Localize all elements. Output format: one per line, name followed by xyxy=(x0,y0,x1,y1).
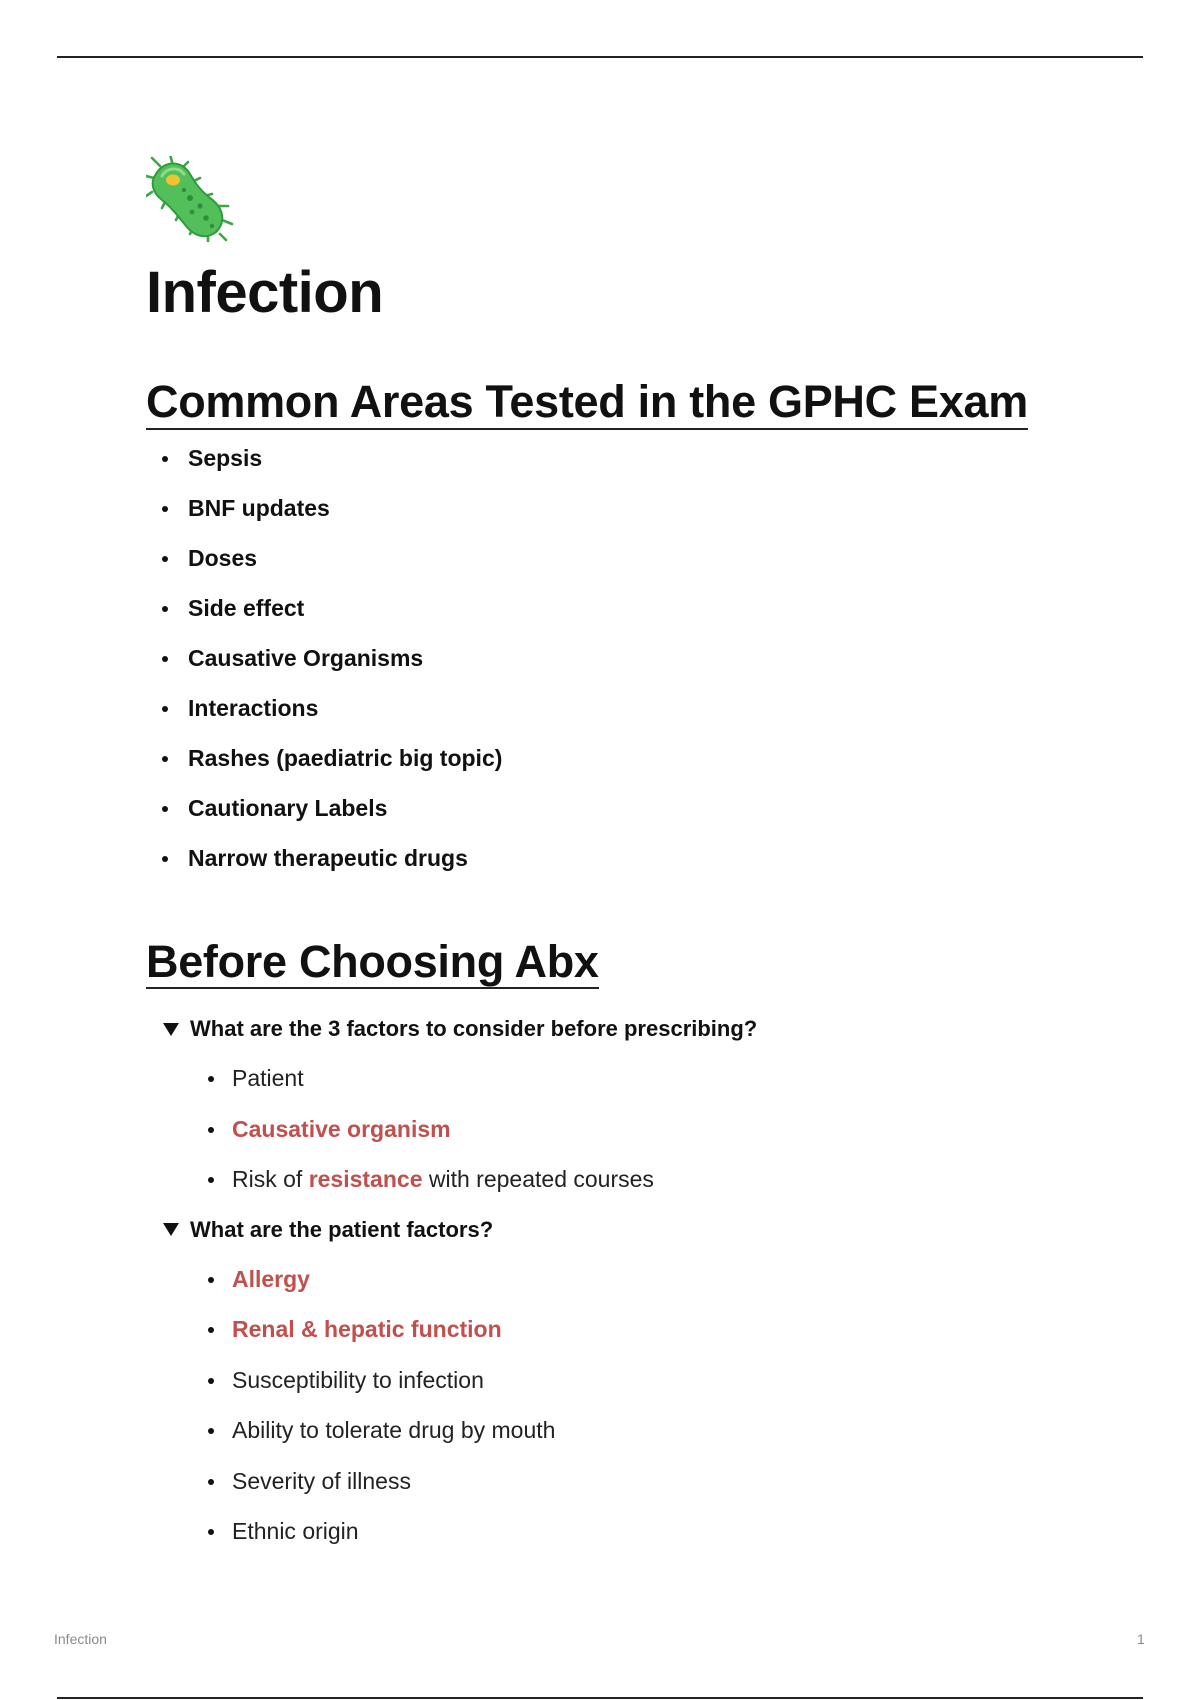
footer-page-number: 1 xyxy=(1137,1631,1145,1647)
list-item-highlighted: Allergy xyxy=(146,1265,1106,1293)
list-item: Doses xyxy=(146,544,1106,572)
section-heading-before-choosing-abx: Before Choosing Abx xyxy=(146,937,599,990)
common-areas-list xyxy=(146,444,1106,872)
footer-label: Infection xyxy=(54,1631,107,1647)
microbe-icon xyxy=(146,156,236,242)
list-item: Causative Organisms xyxy=(146,644,1106,672)
list-item: Ability to tolerate drug by mouth xyxy=(146,1416,1106,1444)
list-item: Rashes (paediatric big topic) xyxy=(146,744,1106,772)
list-item: Interactions xyxy=(146,694,1106,722)
list-item-text: Risk of xyxy=(232,1166,309,1192)
toggle-content-list xyxy=(146,1265,1106,1546)
list-item: Patient xyxy=(146,1064,1106,1092)
list-item: Ethnic origin xyxy=(146,1517,1106,1545)
toggle-three-factors[interactable] xyxy=(146,1015,1106,1193)
list-item xyxy=(146,1165,1106,1193)
list-item: Sepsis xyxy=(146,444,1106,472)
highlight-text: resistance xyxy=(308,1166,423,1192)
toggle-header[interactable] xyxy=(146,1015,1106,1043)
section-heading-common-areas: Common Areas Tested in the GPHC Exam xyxy=(146,377,1028,430)
page-title: Infection xyxy=(146,260,384,325)
list-item: Narrow therapeutic drugs xyxy=(146,844,1106,872)
list-item: Susceptibility to infection xyxy=(146,1366,1106,1394)
list-item-text: with repeated courses xyxy=(422,1166,654,1192)
toggle-patient-factors[interactable] xyxy=(146,1216,1106,1546)
toggle-content-list xyxy=(146,1064,1106,1193)
toggle-question: What are the 3 factors to consider before prescribing? xyxy=(190,1016,758,1041)
list-item: BNF updates xyxy=(146,494,1106,522)
list-item-highlighted: Renal & hepatic function xyxy=(146,1315,1106,1343)
list-item: Cautionary Labels xyxy=(146,794,1106,822)
list-item-highlighted: Causative organism xyxy=(146,1115,1106,1143)
toggle-header[interactable] xyxy=(146,1216,1106,1244)
list-item: Side effect xyxy=(146,594,1106,622)
toggle-triangle-icon[interactable] xyxy=(163,1223,179,1236)
toggle-question: What are the patient factors? xyxy=(190,1216,494,1242)
top-rule xyxy=(57,56,1143,58)
toggle-triangle-icon[interactable] xyxy=(163,1023,179,1036)
list-item: Severity of illness xyxy=(146,1467,1106,1495)
bottom-rule xyxy=(57,1697,1143,1699)
page-content xyxy=(146,156,1106,1568)
